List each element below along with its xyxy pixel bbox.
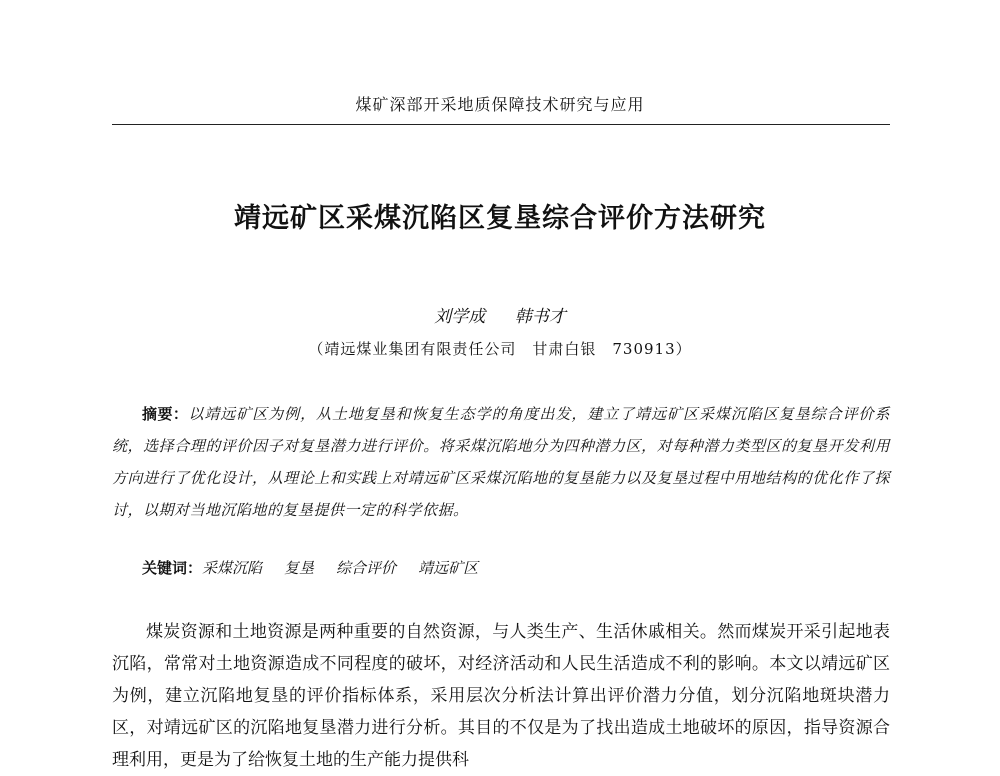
paper-title: 靖远矿区采煤沉陷区复垦综合评价方法研究 <box>234 203 766 234</box>
keyword: 综合评价 <box>336 559 397 577</box>
keyword: 靖远矿区 <box>418 559 479 577</box>
body-paragraph: 煤炭资源和土地资源是两种重要的自然资源，与人类生产、生活休戚相关。然而煤炭开采引起地表沉陷，常常对土地资源造成不同程度的破坏，对经济活动和人民生活造成不利的影响。本文以靖远矿区为例，建立沉陷地复垦的评价指标体系，采用层次分析法计算出评价潜力分值，划分沉陷地斑块潜力区，对靖远矿区的沉陷地复垦潜力进行分析。其目的不仅是为了找出造成土地破坏的原因，指导资源合理利用，更是为了给恢复土地的生产能力提供科 <box>112 622 890 770</box>
keywords <box>112 556 890 580</box>
abstract <box>112 398 890 526</box>
abstract-text: 以靖远矿区为例，从土地复垦和恢复生态学的角度出发，建立了靖远矿区采煤沉陷区复垦综合评价系统，选择合理的评价因子对复垦潜力进行评价。将采煤沉陷地分为四种潜力区，对每种潜力类型区的复垦开发利用方向进行了优化设计，从理论上和实践上对靖远矿区采煤沉陷地的复垦能力以及复垦过程中用地结构的优化作了探讨，以期对当地沉陷地的复垦提供一定的科学依据。 <box>112 405 890 519</box>
header-rule <box>112 124 890 125</box>
keywords-label: 关键词： <box>142 559 203 577</box>
keyword: 复垦 <box>284 559 315 577</box>
running-header: 煤矿深部开采地质保障技术研究与应用 <box>355 95 645 114</box>
body-text <box>112 616 890 776</box>
abstract-label: 摘要： <box>142 405 189 423</box>
author-list <box>0 302 1000 327</box>
keyword: 采煤沉陷 <box>202 559 263 577</box>
author-name: 韩书才 <box>514 307 566 327</box>
author-affiliation: （靖远煤业集团有限责任公司 甘肃白银 730913） <box>308 340 692 358</box>
author-name: 刘学成 <box>434 307 486 327</box>
